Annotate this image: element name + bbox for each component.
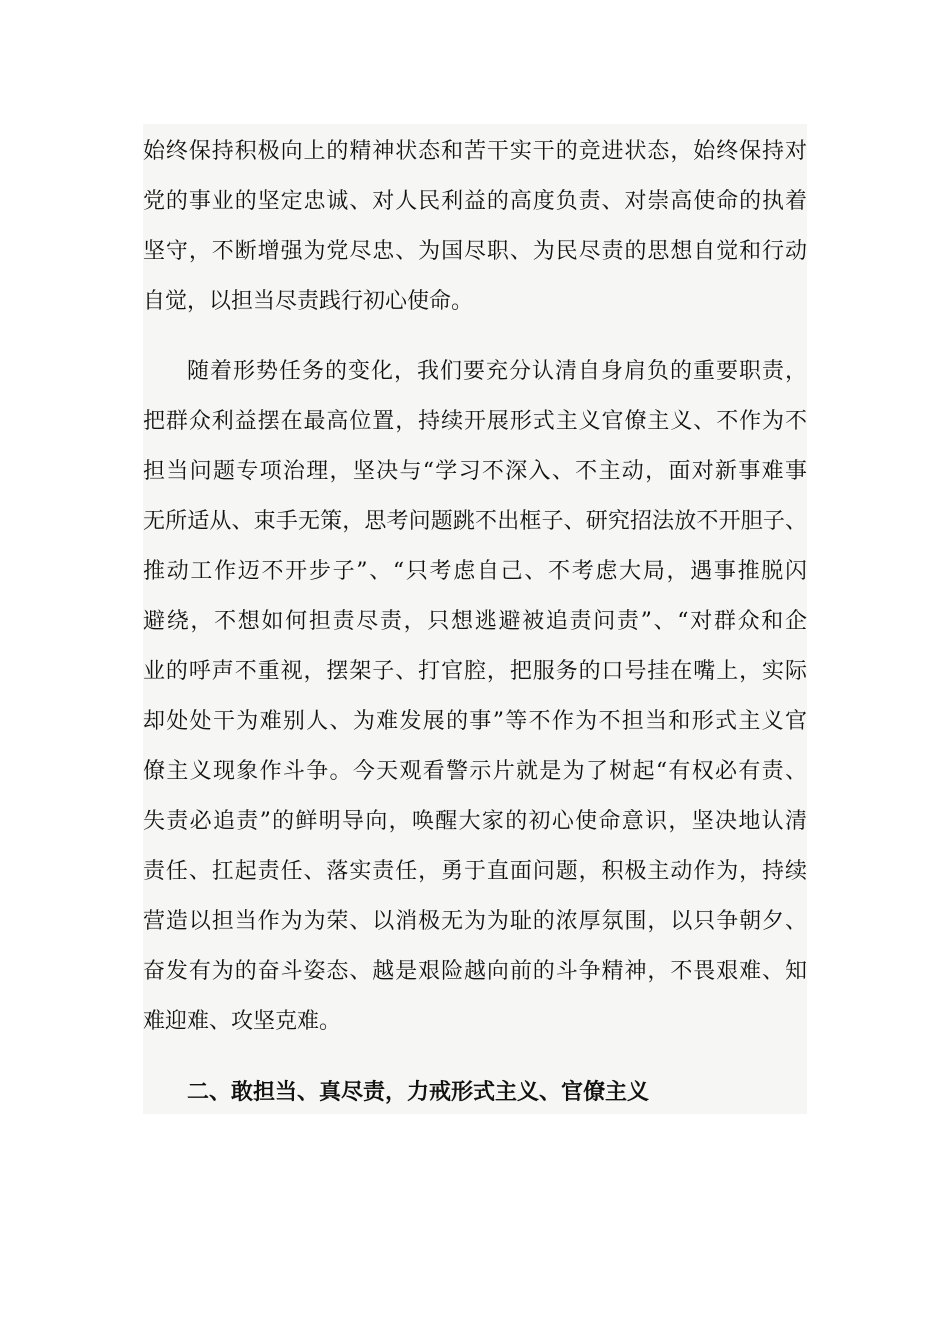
- paragraph-2-line-4: 无所适从、束手无策，思考问题跳不出框子、研究招法放不开胆子、: [143, 509, 807, 534]
- paragraph-1-line-4: 自觉，以担当尽责践行初心使命。: [143, 289, 474, 314]
- paragraph-2-line-12: 营造以担当作为为荣、以消极无为为耻的浓厚氛围，以只争朝夕、: [143, 909, 807, 934]
- paragraph-2-line-6: 避绕，不想如何担责尽责，只想逃避被追责问责”、“对群众和企: [143, 609, 807, 634]
- paragraph-2-line-9: 僚主义现象作斗争。今天观看警示片就是为了树起“有权必有责、: [143, 759, 807, 784]
- paragraph-1-line-2: 党的事业的坚定忠诚、对人民利益的高度负责、对崇高使命的执着: [143, 189, 807, 214]
- paragraph-2-line-14: 难迎难、攻坚克难。: [143, 1009, 342, 1034]
- paragraph-2-line-2: 把群众利益摆在最高位置，持续开展形式主义官僚主义、不作为不: [143, 409, 807, 434]
- paragraph-2-line-3: 担当问题专项治理，坚决与“学习不深入、不主动，面对新事难事: [143, 459, 807, 484]
- paragraph-2-line-5: 推动工作迈不开步子”、“只考虑自己、不考虑大局，遇事推脱闪: [143, 559, 807, 584]
- paragraph-1-line-3: 坚守，不断增强为党尽忠、为国尽职、为民尽责的思想自觉和行动: [143, 239, 807, 264]
- section-heading: 二、敢担当、真尽责，力戒形式主义、官僚主义: [187, 1079, 650, 1105]
- paragraph-2-line-13: 奋发有为的奋斗姿态、越是艰险越向前的斗争精神，不畏艰难、知: [143, 959, 807, 984]
- paragraph-2-line-8: 却处处干为难别人、为难发展的事”等不作为不担当和形式主义官: [143, 709, 807, 734]
- text-block: [143, 124, 807, 1114]
- paragraph-1-line-1: 始终保持积极向上的精神状态和苦干实干的竞进状态，始终保持对: [143, 139, 807, 164]
- paragraph-2-line-11: 责任、扛起责任、落实责任，勇于直面问题，积极主动作为，持续: [143, 859, 807, 884]
- paragraph-2-line-7: 业的呼声不重视，摆架子、打官腔，把服务的口号挂在嘴上，实际: [143, 659, 807, 684]
- paragraph-2-line-10: 失责必追责”的鲜明导向，唤醒大家的初心使命意识，坚决地认清: [143, 809, 807, 834]
- paragraph-2-line-1: 随着形势任务的变化，我们要充分认清自身肩负的重要职责，: [187, 359, 807, 384]
